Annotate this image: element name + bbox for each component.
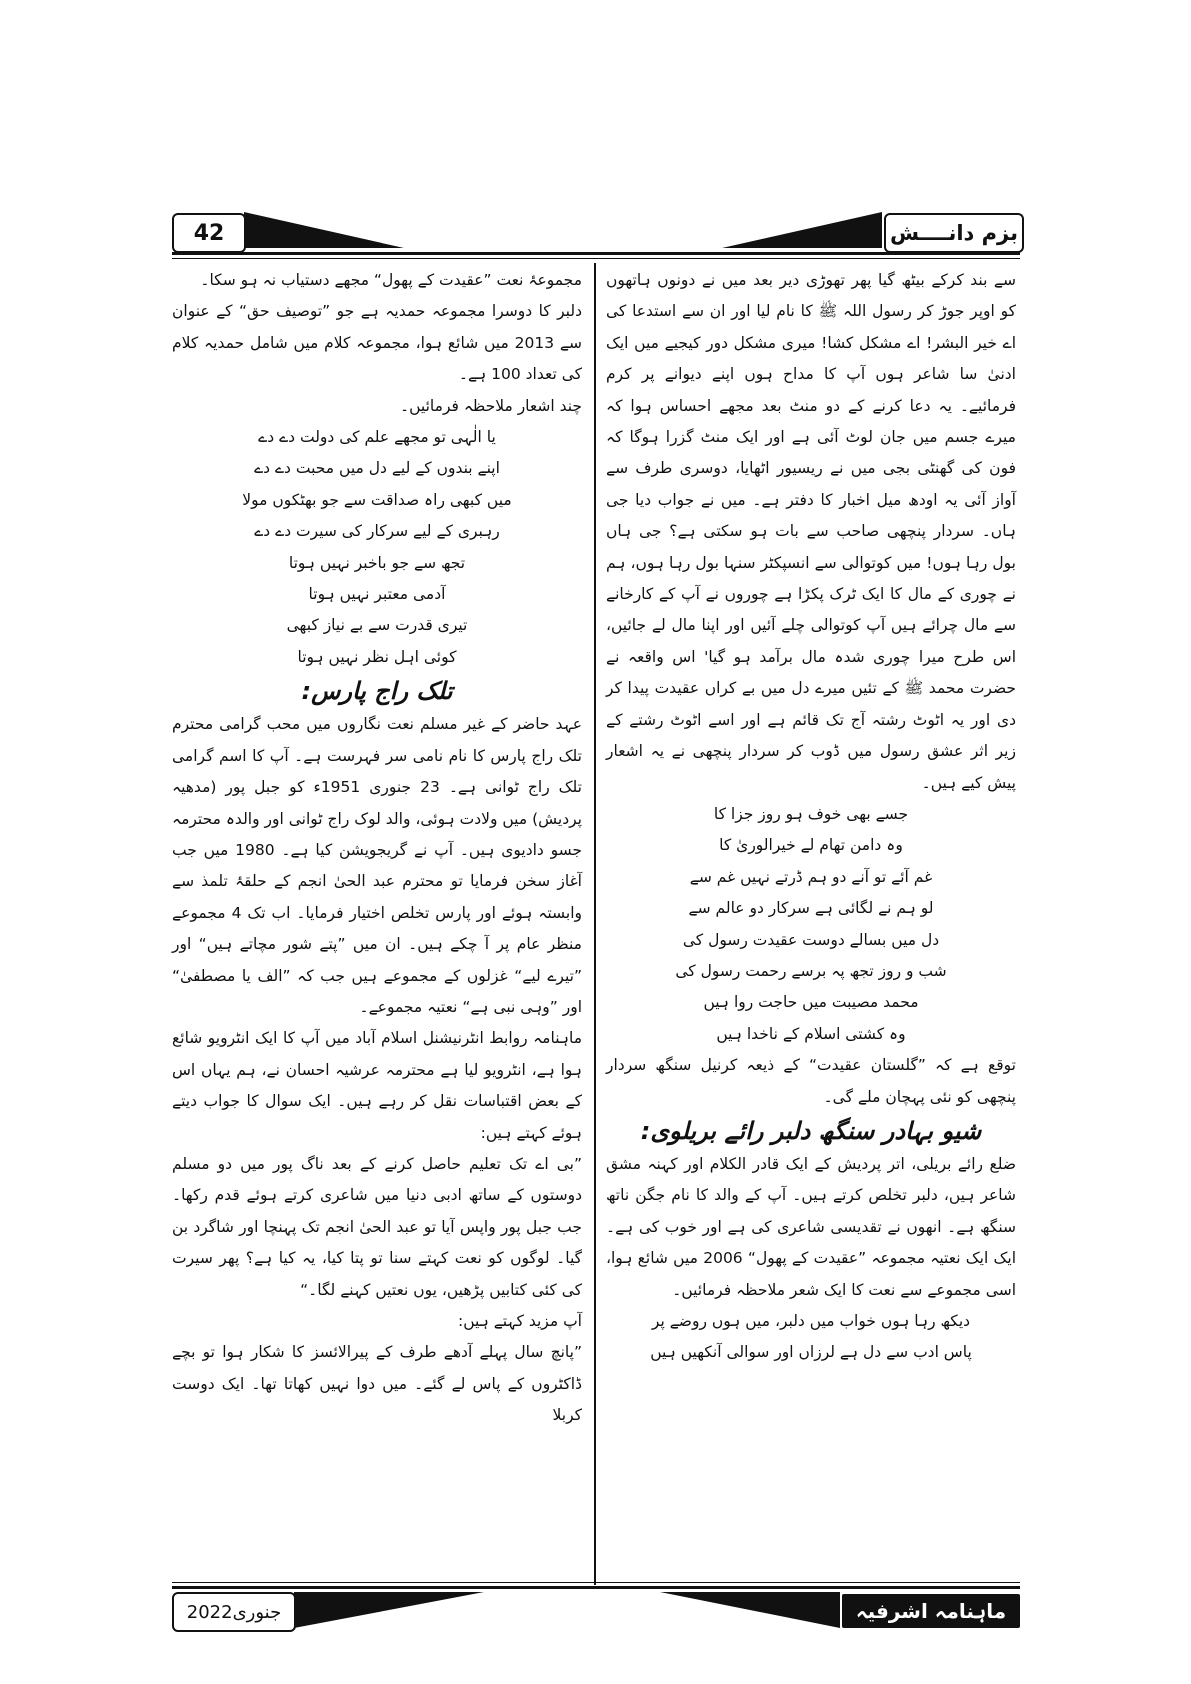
right-verse-4: لو ہم نے لگائی ہے سرکار دو عالم سے [688,899,934,918]
left-verse-b3: تیری قدرت سے بے نیاز کبھی [286,616,468,635]
header-rule-thin [172,258,1020,259]
header-right-wedge [722,212,882,248]
right-column [606,265,1016,1369]
section-heading-tilak-raj: تلک راج پارس: [301,677,453,706]
right-verse-7: محمد مصیبت میں حاجت روا ہیں [703,993,919,1012]
left-verse-b1: تجھ سے جو باخبر نہیں ہوتا [288,553,466,572]
header-rule-thick [172,252,1020,255]
right-verse-2: وہ دامن تھام لے خیرالوریٰ کا [719,836,903,855]
footer-rule-thick [172,1586,1020,1589]
footer-magazine-title: ماہنامہ اشرفیہ [842,1594,1020,1628]
left-paragraph-2: دلبر کا دوسرا مجموعہ حمدیہ ہے جو ”توصیف حق“ کے عنوان سے 2013 میں شائع ہوا، مجموعہ کلام میں شامل حمدیہ کلام کی تعداد 100 ہے۔ [172,302,582,384]
issue-date: جنوری2022 [172,1592,296,1632]
magazine-name: بزم دانــــش [884,213,1024,253]
right-paragraph-1: سے بند کرکے بیٹھ گیا پھر تھوڑی دیر بعد میں نے دونوں ہاتھوں کو اوپر جوڑ کر رسول اللہ ﷺ کا نام لیا اور ان سے استدعا کی اے خیر البشر! اے مشکل کشا! میری مشکل دور کیجیے میں ایک ادنیٰ سا شاعر ہوں آپ کا مداح ہوں اپنے دیوانے پر کرم فرمائیے۔ یہ دعا کرنے کے دو منٹ بعد مجھے احساس ہوا کہ میرے جسم میں جان لوٹ آئی ہے اور ایک منٹ گزرا ہوگا کہ فون کی گھنٹی بجی میں نے ریسیور اٹھایا، دوسری طرف سے آواز آئی یہ اودھ میل اخبار کا دفتر ہے۔ میں نے جواب دیا جی ہاں۔ سردار پنچھی صاحب سے بات ہو سکتی ہے؟ جی ہاں بول رہا ہوں! میں کوتوالی سے انسپکٹر سنہا بول رہا ہوں، ہم نے چوری کے مال کا ایک ٹرک پکڑا ہے چوروں نے آپ کے کارخانے سے مال چرائے ہیں آپ کوتوالی چلے آئیں اور اپنا مال لے جائیں، اس طرح میرا چوری شدہ مال برآمد ہو گیا' اس واقعہ نے حضرت محمد ﷺ کے تئیں میرے دل میں بے کراں عقیدت پیدا کر دی اور یہ اٹوٹ رشتہ آج تک قائم ہے اور اسے اٹوٹ رشتے کے زیر اثر عشق رسول میں ڈوب کر سردار پنچھی نے یہ اشعار پیش کیے ہیں۔ [606,271,1016,792]
right-verse-1: جسے بھی خوف ہو روز جزا کا [713,804,909,823]
right-verse-3: غم آئے تو آنے دو ہم ڈرتے نہیں غم سے [689,867,933,886]
column-divider [594,263,596,1585]
left-paragraph-4: عہد حاضر کے غیر مسلم نعت نگاروں میں محب گرامی محترم تلک راج پارس کا نام نامی سر فہرست ہے۔ آپ کا اسم گرامی تلک راج ٹوانی ہے۔ 23 جنوری 1951ء کو جبل پور (مدھیہ پردیش) میں ولادت ہوئی، والد لوک راج ٹوانی اور والدہ محترمہ جسو دادیوی ہیں۔ آپ نے گریجویشن کیا ہے۔ 1980 میں جب آغاز سخن فرمایا تو محترم عبد الحیٰ انجم کے حلقۂ تلمذ سے وابستہ ہوئے اور پارس تخلص اختیار فرمایا۔ اب تک 4 مجموعے منظر عام پر آ چکے ہیں۔ ان میں ”پتے شور مچاتے ہیں“ اور ”تیرے لیے“ غزلوں کے مجموعے ہیں جب کہ ”الف یا مصطفیٰ“ اور ”وہی نبی ہے“ نعتیہ مجموعے۔ [172,715,583,1016]
left-verse-a3: میں کبھی راہ صداقت سے جو بھٹکوں مولا [242,490,512,509]
right-closing-verse-2: پاس ادب سے دل ہے لرزاں اور سوالی آنکھیں ہیں [650,1343,972,1362]
left-paragraph-1: مجموعۂ نعت ”عقیدت کے پھول“ مجھے دستیاب نہ ہو سکا۔ [200,271,582,289]
right-paragraph-2: توقع ہے کہ ”گلستان عقیدت“ کے ذیعہ کرنیل سنگھ سردار پنچھی کو نئی پہچان ملے گی۔ [606,1056,1016,1106]
right-verse-6: شب و روز تجھ پہ برسے رحمت رسول کی [675,961,947,980]
right-paragraph-3: ضلع رائے بریلی، اتر پردیش کے ایک قادر الکلام اور کہنہ مشق شاعر ہیں، دلبر تخلص کرتے ہیں۔ آپ کے والد کا نام جگن ناتھ سنگھ ہے۔ انھوں نے تقدیسی شاعری کی ہے اور خوب کی ہے۔ ایک ایک نعتیہ مجموعہ ”عقیدت کے پھول“ 2006 میں شائع ہوا، اسی مجموعے سے نعت کا ایک شعر ملاحظہ فرمائیں۔ [606,1154,1017,1299]
left-paragraph-6: ”بی اے تک تعلیم حاصل کرنے کے بعد ناگ پور میں دو مسلم دوستوں کے ساتھ ادبی دنیا میں شاعری کرتے ہوئے قدم رکھا۔ جب جبل پور واپس آیا تو عبد الحیٰ انجم تک پہنچا اور شاگرد بن گیا۔ لوگوں کو نعت کہتے سنا تو پتا کیا، یہ کیا ہے؟ پھر سیرت کی کئی کتابیں پڑھیں، یوں نعتیں کہنے لگا۔“ [172,1154,582,1299]
left-verse-a1: یا الٰہی تو مجھے علم کی دولت دے دے [258,428,496,447]
left-column [172,265,582,1432]
left-paragraph-8: ”پانچ سال پہلے آدھے طرف کے پیرالائسز کا شکار ہوا تو بچے ڈاکٹروں کے پاس لے گئے۔ میں دوا نہیں کھاتا تھا۔ ایک دوست کربلا [172,1343,582,1425]
footer-right-wedge [660,1592,840,1628]
header-left-wedge [244,212,404,248]
left-verse-a2: اپنے بندوں کے لیے دل میں محبت دے دے [254,459,500,478]
left-verse-b2: آدمی معتبر نہیں ہوتا [308,585,446,604]
right-closing-verse-1: دیکھ رہا ہوں خواب میں دلبر، میں ہوں روضے پر [651,1312,971,1330]
footer-left-wedge [294,1592,484,1628]
right-verse-8: وہ کشتی اسلام کے ناخدا ہیں [716,1024,906,1043]
footer-rule-thin [172,1582,1020,1583]
page-number: 42 [172,213,246,253]
left-paragraph-3: چند اشعار ملاحظہ فرمائیں۔ [400,396,582,415]
left-verse-a4: رہبری کے لیے سرکار کی سیرت دے دے [254,522,500,541]
left-paragraph-5: ماہنامہ روابط انٹرنیشنل اسلام آباد میں آپ کا ایک انٹرویو شائع ہوا ہے، انٹرویو لیا ہے محترمہ عرشیہ احسان نے، ہم یہاں اس کے بعض اقتباسات نقل کر رہے ہیں۔ ایک سوال کا جواب دیتے ہوئے کہتے ہیں: [172,1029,582,1142]
right-verse-5: دل میں بسالے دوست عقیدت رسول کی [682,930,940,949]
section-heading-dilbar: شیو بہادر سنگھ دلبر رائے بریلوی: [640,1116,982,1145]
left-paragraph-7: آپ مزید کہتے ہیں: [458,1312,582,1330]
left-verse-b4: کوئی اہل نظر نہیں ہوتا [297,647,457,666]
